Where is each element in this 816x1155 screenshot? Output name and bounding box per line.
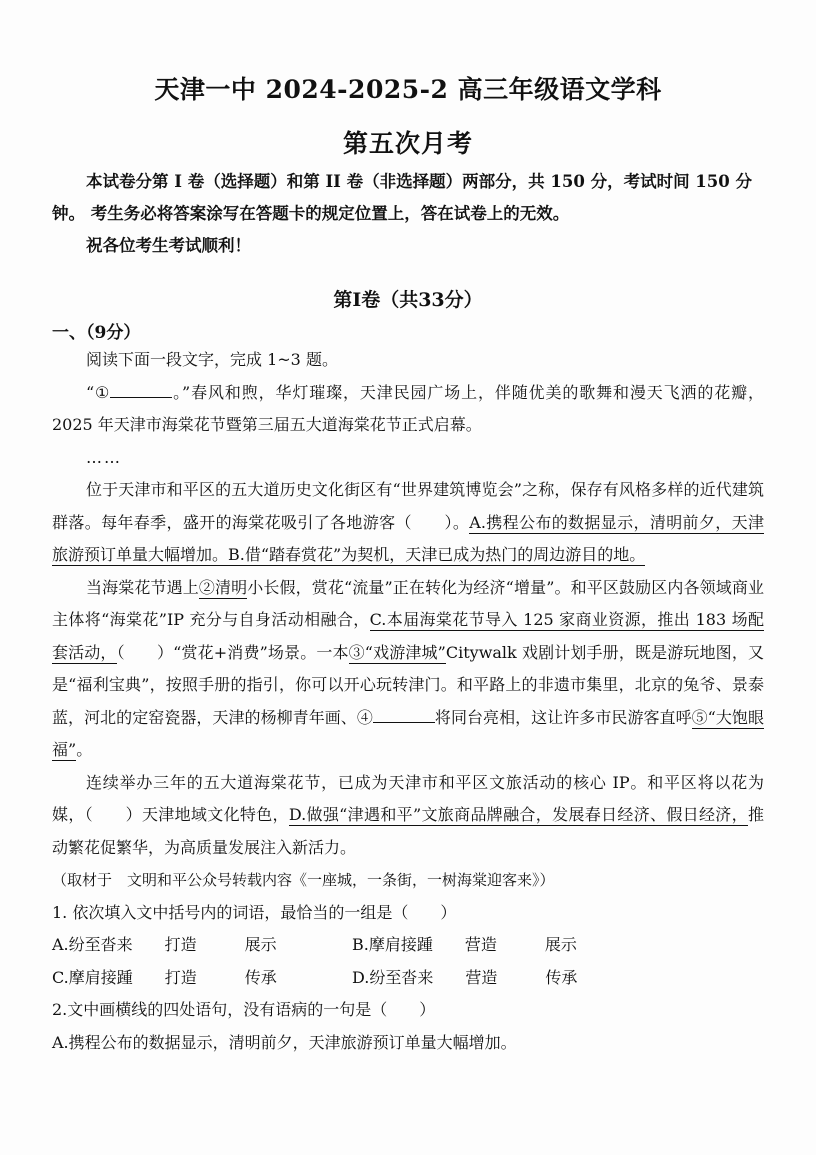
blank-label: “① [86, 382, 111, 402]
underlined-word-2: ②清明 [198, 577, 248, 597]
underlined-sentence-a: A.携程公布的数据显示，清明前夕，天津旅游预订单量大幅增加。 [52, 512, 764, 564]
paragraph-text: 将同台亮相，这让许多市民游客直呼 [434, 707, 692, 727]
passage-paragraph-4 [52, 767, 764, 865]
reading-instruction: 阅读下面一段文字，完成 1~3 题。 [86, 350, 338, 369]
paragraph-text: 小长假，赏花“流量”正在转化为经济“增量”。和平区鼓励区内各领域商业主体将“海棠花”IP 充分与自身活动相融合， [52, 577, 764, 629]
question-1-options-row-1 [52, 929, 764, 962]
option-c[interactable]: C.摩肩接踵 打造 传承 [52, 967, 277, 987]
paragraph-text: 推动繁花促繁华，为高质量发展注入新活力。 [52, 805, 764, 857]
source-citation: （取材于 文明和平公众号转载内容《一座城，一条街，一树海棠迎客来》） [52, 871, 555, 889]
paragraph-text: Citywalk 戏剧计划手册，既是游玩地图，又是“福利宝典”，按照手册的指引，你可以开心玩转津门。和平路上的非遗市集里，北京的兔爷、景泰蓝，河北的定窑瓷器，天津的杨柳青年画、④ [52, 642, 764, 727]
passage-paragraph-1 [52, 377, 764, 442]
good-luck-text: 祝各位考生考试顺利！ [86, 236, 251, 255]
paragraph-text: （ ）“赏花+消费”场景。一本 [116, 642, 349, 662]
exam-title: 天津一中 2024-2025-2 高三年级语文学科 [154, 75, 662, 104]
passage-paragraph-2 [52, 474, 764, 572]
passage-paragraph-3 [52, 572, 764, 767]
option-b[interactable]: B.摩肩接踵 营造 展示 [352, 935, 577, 954]
ellipsis: …… [86, 447, 122, 467]
paragraph-text: 当海棠花节遇上 [86, 577, 199, 597]
option-d[interactable]: D.纷至沓来 营造 传承 [352, 967, 578, 987]
paragraph-text: 。”春风和煦，华灯璀璨，天津民园广场上，伴随优美的歌舞和漫天飞洒的花瓣，2025 年天津市海棠花节暨第三届五大道海棠花节正式启幕。 [52, 382, 764, 434]
passage-body [52, 344, 764, 1059]
underlined-word-3: ③“戏游津城” [348, 642, 446, 662]
paragraph-text: 。 [76, 740, 93, 759]
question-2-option-a[interactable]: A.携程公布的数据显示，清明前夕，天津旅游预订单量大幅增加。 [52, 1032, 517, 1052]
exam-subtitle: 第五次月考 [342, 129, 473, 158]
fill-blank-1 [110, 379, 172, 398]
underlined-sentence-b: B.借“踏春赏花”为契机，天津已成为热门的周边游目的地。 [228, 545, 646, 564]
paragraph-text: 连续举办三年的五大道海棠花节，已成为天津市和平区文旅活动的核心 IP。和平区将以花为媒，（ ）天津地域文化特色， [52, 772, 764, 824]
question-2-stem: 2.文中画横线的四处语句，没有语病的一句是（ ） [52, 1000, 436, 1019]
fill-blank-4 [373, 704, 435, 723]
question-1-options-row-2 [52, 962, 764, 995]
paragraph-text: 位于天津市和平区的五大道历史文化街区有“世界建筑博览会”之称，保存有风格多样的近代建筑群落。每年春季，盛开的海棠花吸引了各地游客（ ）。 [52, 480, 764, 532]
part-heading: 一、（9分） [52, 323, 141, 343]
question-1-stem: 1. 依次填入文中括号内的词语，最恰当的一组是（ ） [52, 902, 457, 922]
underlined-sentence-d: D.做强“津遇和平”文旅商品牌融合，发展春日经济、假日经济， [288, 805, 748, 824]
section-title: 第Ⅰ卷（共33分） [333, 289, 483, 311]
option-a[interactable]: A.纷至沓来 打造 展示 [52, 935, 277, 954]
underlined-word-5: ⑤“大饱眼福” [52, 707, 764, 759]
instructions-text: 本试卷分第 I 卷（选择题）和第 II 卷（非选择题）两部分，共 150 分，考试时间 150 分钟。 考生务必将答案涂写在答题卡的规定位置上，答在试卷上的无效。 [52, 172, 752, 223]
underlined-sentence-c: C.本届海棠花节导入 125 家商业资源，推出 183 场配套活动， [52, 610, 764, 662]
exam-instructions [52, 166, 764, 262]
